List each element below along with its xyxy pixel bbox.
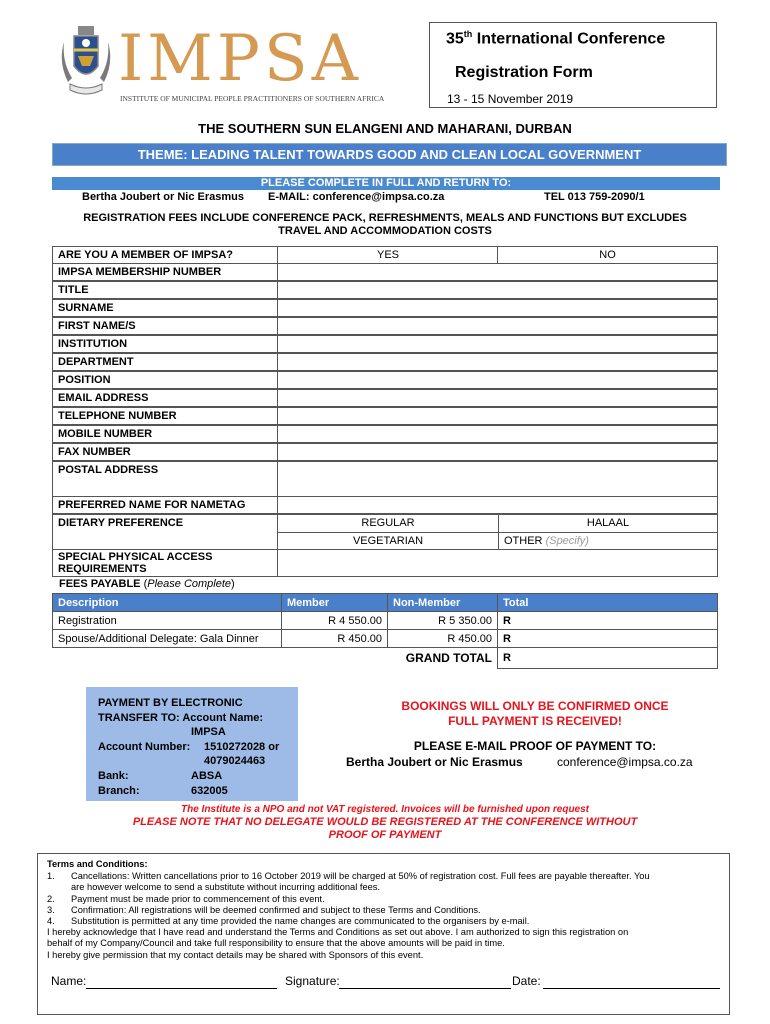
field-input[interactable]	[277, 264, 278, 280]
theme-bar: THEME: LEADING TALENT TOWARDS GOOD AND CLEAN LOCAL GOVERNMENT	[52, 143, 727, 166]
payment-bank: ABSA	[191, 770, 223, 782]
payment-title-line1: PAYMENT BY ELECTRONIC	[98, 697, 243, 709]
dietary-label: DIETARY PREFERENCE	[58, 517, 184, 529]
payment-account-number-2: 4079024463	[204, 755, 266, 767]
table-row	[53, 630, 718, 648]
terms-item-1-text: Cancellations: Written cancellations prior to 16 October 2019 will be charged at 50% of registration cost. Full fees are payable thereafter. You	[71, 871, 650, 881]
member-no-option[interactable]: NO	[599, 249, 616, 261]
dietary-regular[interactable]	[278, 515, 499, 533]
fees-table-header	[53, 594, 718, 612]
col-member: Member	[282, 594, 388, 612]
field-title[interactable]	[52, 281, 718, 299]
row-description: Spouse/Additional Delegate: Gala Dinner	[53, 630, 282, 648]
col-non-member: Non-Member	[388, 594, 498, 612]
row-description: Registration	[53, 612, 282, 630]
field-position[interactable]	[52, 371, 718, 389]
dietary-halaal[interactable]	[499, 515, 717, 533]
field-input[interactable]	[277, 300, 278, 316]
logo-wordmark: IMPSA	[118, 22, 362, 96]
dietary-halaal-label: HALAAL	[586, 517, 630, 529]
return-bar: PLEASE COMPLETE IN FULL AND RETURN TO:	[52, 177, 720, 190]
terms-item-3-number: 3.	[47, 905, 55, 915]
field-nametag[interactable]	[52, 496, 718, 514]
field-label: IMPSA MEMBERSHIP NUMBER	[58, 266, 222, 278]
dietary-row	[52, 514, 718, 550]
payment-branch: 632005	[191, 785, 228, 797]
field-mobile[interactable]	[52, 425, 718, 443]
bookings-notice-line2: FULL PAYMENT IS RECEIVED!	[448, 714, 622, 728]
signoff-name-label: Name:	[51, 974, 87, 988]
fees-payable-note: Please Complete	[147, 578, 232, 590]
conference-dates: 13 - 15 November 2019	[447, 92, 574, 106]
payment-bank-label: Bank:	[98, 770, 129, 782]
dietary-vegetarian[interactable]	[278, 533, 499, 550]
row-non-member: R 450.00	[388, 630, 498, 648]
field-label: DEPARTMENT	[58, 356, 134, 368]
dietary-regular-label: REGULAR	[361, 517, 415, 529]
fees-payable-heading: FEES PAYABLE (Please Complete)	[59, 578, 235, 590]
conference-number: 35	[446, 30, 464, 48]
field-input[interactable]	[277, 497, 278, 513]
field-label: FAX NUMBER	[58, 446, 131, 458]
bookings-notice-line1: BOOKINGS WILL ONLY BE CONFIRMED ONCE	[401, 699, 669, 713]
terms-item-4-text: Substitution is permitted at any time provided the name changes are communicated to the organisers by e-mail.	[71, 916, 530, 926]
signoff-signature-label: Signature:	[285, 974, 340, 988]
field-label: INSTITUTION	[58, 338, 128, 350]
terms-item-4-number: 4.	[47, 916, 55, 926]
row-total-input[interactable]: R	[498, 630, 718, 648]
member-question-label: ARE YOU A MEMBER OF IMPSA?	[58, 249, 233, 261]
dietary-options	[277, 515, 717, 549]
col-description: Description	[53, 594, 282, 612]
field-label: TITLE	[58, 284, 89, 296]
warning-line1: PLEASE NOTE THAT NO DELEGATE WOULD BE REGISTERED AT THE CONFERENCE WITHOUT	[132, 816, 638, 828]
field-label: PREFERRED NAME FOR NAMETAG	[58, 499, 246, 511]
field-department[interactable]	[52, 353, 718, 371]
field-telephone[interactable]	[52, 407, 718, 425]
row-member: R 4 550.00	[282, 612, 388, 630]
row-total-input[interactable]: R	[498, 612, 718, 630]
terms-title: Terms and Conditions:	[47, 859, 148, 869]
field-membership-number[interactable]	[52, 263, 718, 281]
dietary-vegetarian-label: VEGETARIAN	[352, 535, 424, 547]
row-member: R 450.00	[282, 630, 388, 648]
conference-label: International Conference	[476, 30, 666, 48]
field-institution[interactable]	[52, 335, 718, 353]
access-label-line1: SPECIAL PHYSICAL ACCESS	[58, 551, 213, 563]
signoff-signature-line[interactable]	[339, 988, 511, 989]
dietary-other-label: OTHER	[504, 535, 543, 547]
table-row	[53, 612, 718, 630]
field-label: TELEPHONE NUMBER	[58, 410, 177, 422]
terms-item-2-number: 2.	[47, 894, 55, 904]
npo-note: The Institute is a NPO and not VAT registered. Invoices will be furnished upon request	[180, 804, 590, 815]
dietary-specify-note: (Specify)	[545, 535, 589, 547]
member-question-row	[52, 246, 718, 264]
grand-total-row	[53, 648, 718, 669]
terms-item-2-text: Payment must be made prior to commencement of this event.	[71, 894, 325, 904]
terms-box	[37, 853, 730, 1015]
terms-declaration-line3: I hereby give permission that my contact details may be shared with Sponsors of this event.	[47, 950, 424, 960]
payment-branch-label: Branch:	[98, 785, 140, 797]
terms-item-1-number: 1.	[47, 871, 55, 881]
field-surname[interactable]	[52, 299, 718, 317]
conference-title	[446, 29, 665, 48]
conference-ordinal: th	[463, 29, 473, 39]
field-label: FIRST NAME/S	[58, 320, 136, 332]
title-box	[429, 22, 717, 108]
field-input[interactable]	[277, 390, 278, 406]
fees-note-line1: REGISTRATION FEES INCLUDE CONFERENCE PACK, REFRESHMENTS, MEALS AND FUNCTIONS BUT EXCLUDES	[83, 212, 687, 224]
field-label: POSTAL ADDRESS	[58, 464, 159, 476]
access-label-line2: REQUIREMENTS	[58, 563, 147, 575]
signoff-date-line[interactable]	[543, 988, 720, 989]
field-input[interactable]	[277, 354, 278, 370]
fees-note-line2: TRAVEL AND ACCOMMODATION COSTS	[278, 225, 492, 237]
member-no-cell[interactable]	[497, 247, 717, 263]
field-first-names[interactable]	[52, 317, 718, 335]
field-fax[interactable]	[52, 443, 718, 461]
access-row[interactable]	[52, 549, 718, 577]
signoff-name-line[interactable]	[86, 988, 277, 989]
member-yes-option[interactable]: YES	[376, 249, 399, 261]
venue-heading: THE SOUTHERN SUN ELANGENI AND MAHARANI, DURBAN	[198, 121, 572, 136]
field-input[interactable]	[277, 336, 278, 352]
member-yes-cell[interactable]	[277, 247, 498, 263]
field-label: SURNAME	[58, 302, 114, 314]
terms-declaration-line2: behalf of my Company/Council and take full responsibility to ensure that the above amounts will be paid in time.	[47, 938, 505, 948]
payment-account-label: Account Number:	[98, 741, 191, 753]
grand-total-input[interactable]: R	[498, 648, 718, 669]
fees-table	[52, 593, 718, 669]
field-input[interactable]	[277, 550, 278, 576]
field-label: MOBILE NUMBER	[58, 428, 153, 440]
field-input[interactable]	[277, 462, 278, 496]
contact-names: Bertha Joubert or Nic Erasmus	[82, 191, 244, 203]
field-input[interactable]	[277, 408, 278, 424]
payment-account-name: IMPSA	[191, 726, 226, 738]
proof-email[interactable]: conference@impsa.co.za	[557, 755, 693, 769]
terms-item-3-text: Confirmation: All registrations will be deemed confirmed and subject to these Terms and Conditions.	[71, 905, 481, 915]
signoff-date-label: Date:	[512, 974, 541, 988]
terms-item-1-continued: are however welcome to send a substitute without incurring additional fees.	[71, 882, 381, 892]
col-total: Total	[498, 594, 718, 612]
registration-form-title: Registration Form	[455, 64, 593, 81]
field-input[interactable]	[277, 282, 278, 298]
field-input[interactable]	[277, 426, 278, 442]
fees-payable-label: FEES PAYABLE	[59, 578, 141, 590]
proof-title: PLEASE E-MAIL PROOF OF PAYMENT TO:	[413, 739, 657, 753]
row-non-member: R 5 350.00	[388, 612, 498, 630]
grand-total-label: GRAND TOTAL	[53, 648, 498, 669]
contact-email[interactable]: E-MAIL: conference@impsa.co.za	[268, 191, 445, 203]
field-input[interactable]	[277, 372, 278, 388]
impsa-crest-icon	[60, 22, 112, 100]
payment-title-line2: TRANSFER TO: Account Name:	[98, 712, 264, 724]
payment-account-number-1: 1510272028 or	[204, 741, 280, 753]
field-input[interactable]	[277, 444, 278, 460]
field-label: POSITION	[58, 374, 111, 386]
proof-names: Bertha Joubert or Nic Erasmus	[346, 755, 523, 769]
logo-tagline: INSTITUTE OF MUNICIPAL PEOPLE PRACTITIONERS OF SOUTHERN AFRICA	[120, 94, 385, 103]
warning-line2: PROOF OF PAYMENT	[328, 829, 442, 841]
field-email[interactable]	[52, 389, 718, 407]
terms-declaration-line1: I hereby acknowledge that I have read and understand the Terms and Conditions as set out above. I am authorized to sign this registration on	[47, 927, 629, 937]
field-postal-address[interactable]	[52, 461, 718, 497]
field-label: EMAIL ADDRESS	[58, 392, 149, 404]
field-input[interactable]	[277, 318, 278, 334]
contact-telephone: TEL 013 759-2090/1	[544, 191, 645, 203]
dietary-other[interactable]	[504, 533, 589, 550]
